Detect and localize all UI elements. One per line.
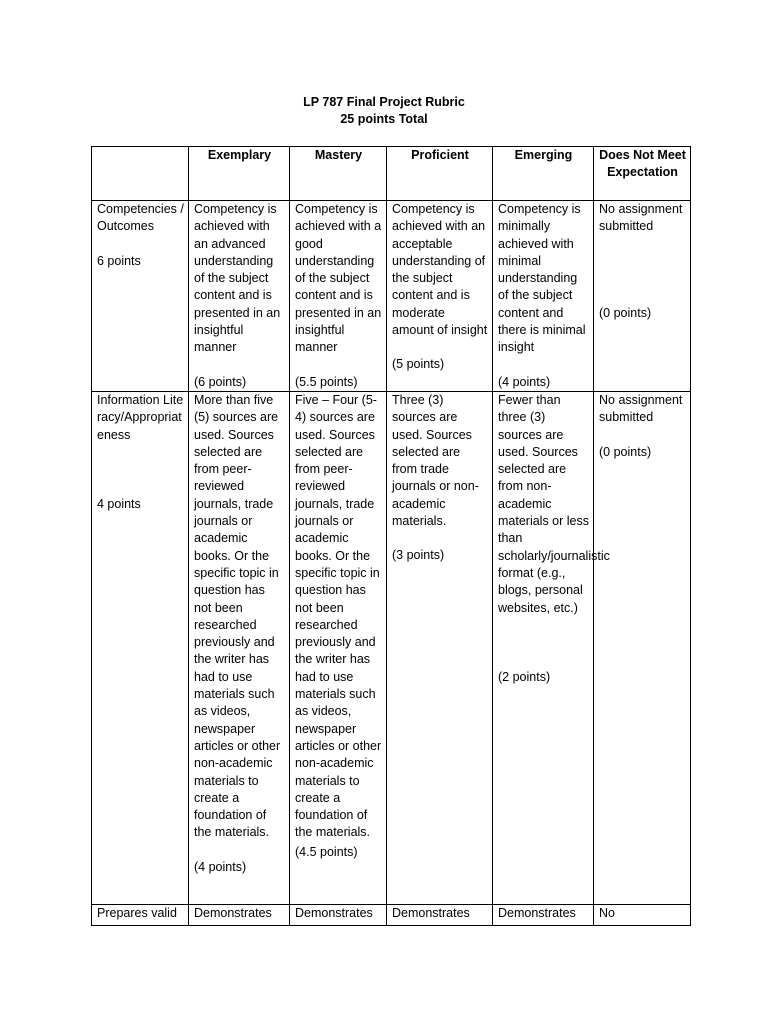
header-cell-exemplary: Exemplary [189,147,290,201]
cell-points: (6 points) [194,374,247,389]
cell-emerging [493,201,594,392]
cell-text: No assignment submitted [599,392,683,425]
cell-text: Competency is achieved with a good understanding of the subject content and is presented in an insightful manner [295,202,382,355]
cell-text: More than five (5) sources are used. Sources selected are from peer-reviewed journals, trade journals or academic books. Or the specific topic in question has not been researched previously and the writer has had to use materials such as videos, newspaper articles or other non-academic materials to create a foundation of the materials. [194,392,281,840]
cell-emerging [493,391,610,904]
cell-proficient [387,201,493,392]
cell-text: Three (3) sources are used. Sources selected are from trade journals or non-academic materials. [392,392,479,529]
cell-does-not-meet [594,201,691,392]
document-subtitle: 25 points Total [340,112,428,126]
header-row [92,147,691,201]
cell-points: (5 points) [392,357,445,372]
cell-emerging: Demonstrates [493,904,594,925]
cell-proficient [387,391,493,904]
cell-mastery: Demonstrates [290,904,387,925]
cell-points: (4 points) [194,859,247,874]
cell-text: Competency is minimally achieved with minimal understanding of the subject content and there is minimal insight [498,202,586,355]
table-row-prepares-valid [92,904,691,925]
criterion-points: 6 points [97,253,141,268]
cell-exemplary: Demonstrates [189,904,290,925]
cell-text: Fewer than three (3) sources are used. Sources selected are from non-academic materials or less than scholarly/journalistic format (e.g., blogs, personal websites, etc.) [498,392,610,615]
document-title: LP 787 Final Project Rubric [303,95,465,109]
header-cell-mastery: Mastery [290,147,387,201]
table-row-information-literacy [92,391,691,904]
cell-exemplary [189,391,290,904]
criterion-points: 4 points [97,496,141,511]
cell-text: No assignment submitted [599,202,683,234]
cell-points: (4.5 points) [295,844,358,859]
cell-mastery [290,201,387,392]
cell-exemplary [189,201,290,392]
criterion-label: Competencies / Outcomes [97,202,184,234]
row-header-information-literacy [92,391,189,904]
cell-mastery [290,391,387,904]
table-row-competencies [92,201,691,392]
rubric-table [91,146,691,926]
criterion-label: Information Literacy/Appropriateness [97,392,184,442]
cell-text: Competency is achieved with an acceptable understanding of the subject content and is moderate amount of insight [392,202,488,338]
cell-proficient: Demonstrates [387,904,493,925]
cell-points: (2 points) [498,669,551,684]
header-cell-proficient: Proficient [387,147,493,201]
cell-text: Competency is achieved with an advanced understanding of the subject content and is presented in an insightful manner [194,202,281,355]
cell-points: (0 points) [599,305,652,320]
header-cell-does-not-meet: Does Not Meet Expectation [594,147,691,201]
header-cell-criterion [92,147,189,201]
cell-does-not-meet [594,391,691,904]
cell-points: (4 points) [498,374,551,389]
cell-points: (5.5 points) [295,374,358,389]
cell-text: Five – Four (5-4) sources are used. Sources selected are from peer-reviewed journals, trade journals or academic books. Or the specific topic in question has not been researched previously and the writer has had to use materials such as videos, newspaper articles or other non-academic materials to create a foundation of the materials. [295,392,382,840]
row-header-competencies [92,201,189,392]
cell-points: (0 points) [599,444,652,459]
cell-points: (3 points) [392,548,445,563]
document-header [0,94,768,128]
row-header-prepares-valid: Prepares valid [92,904,189,925]
header-cell-emerging: Emerging [493,147,594,201]
cell-does-not-meet: No [594,904,691,925]
